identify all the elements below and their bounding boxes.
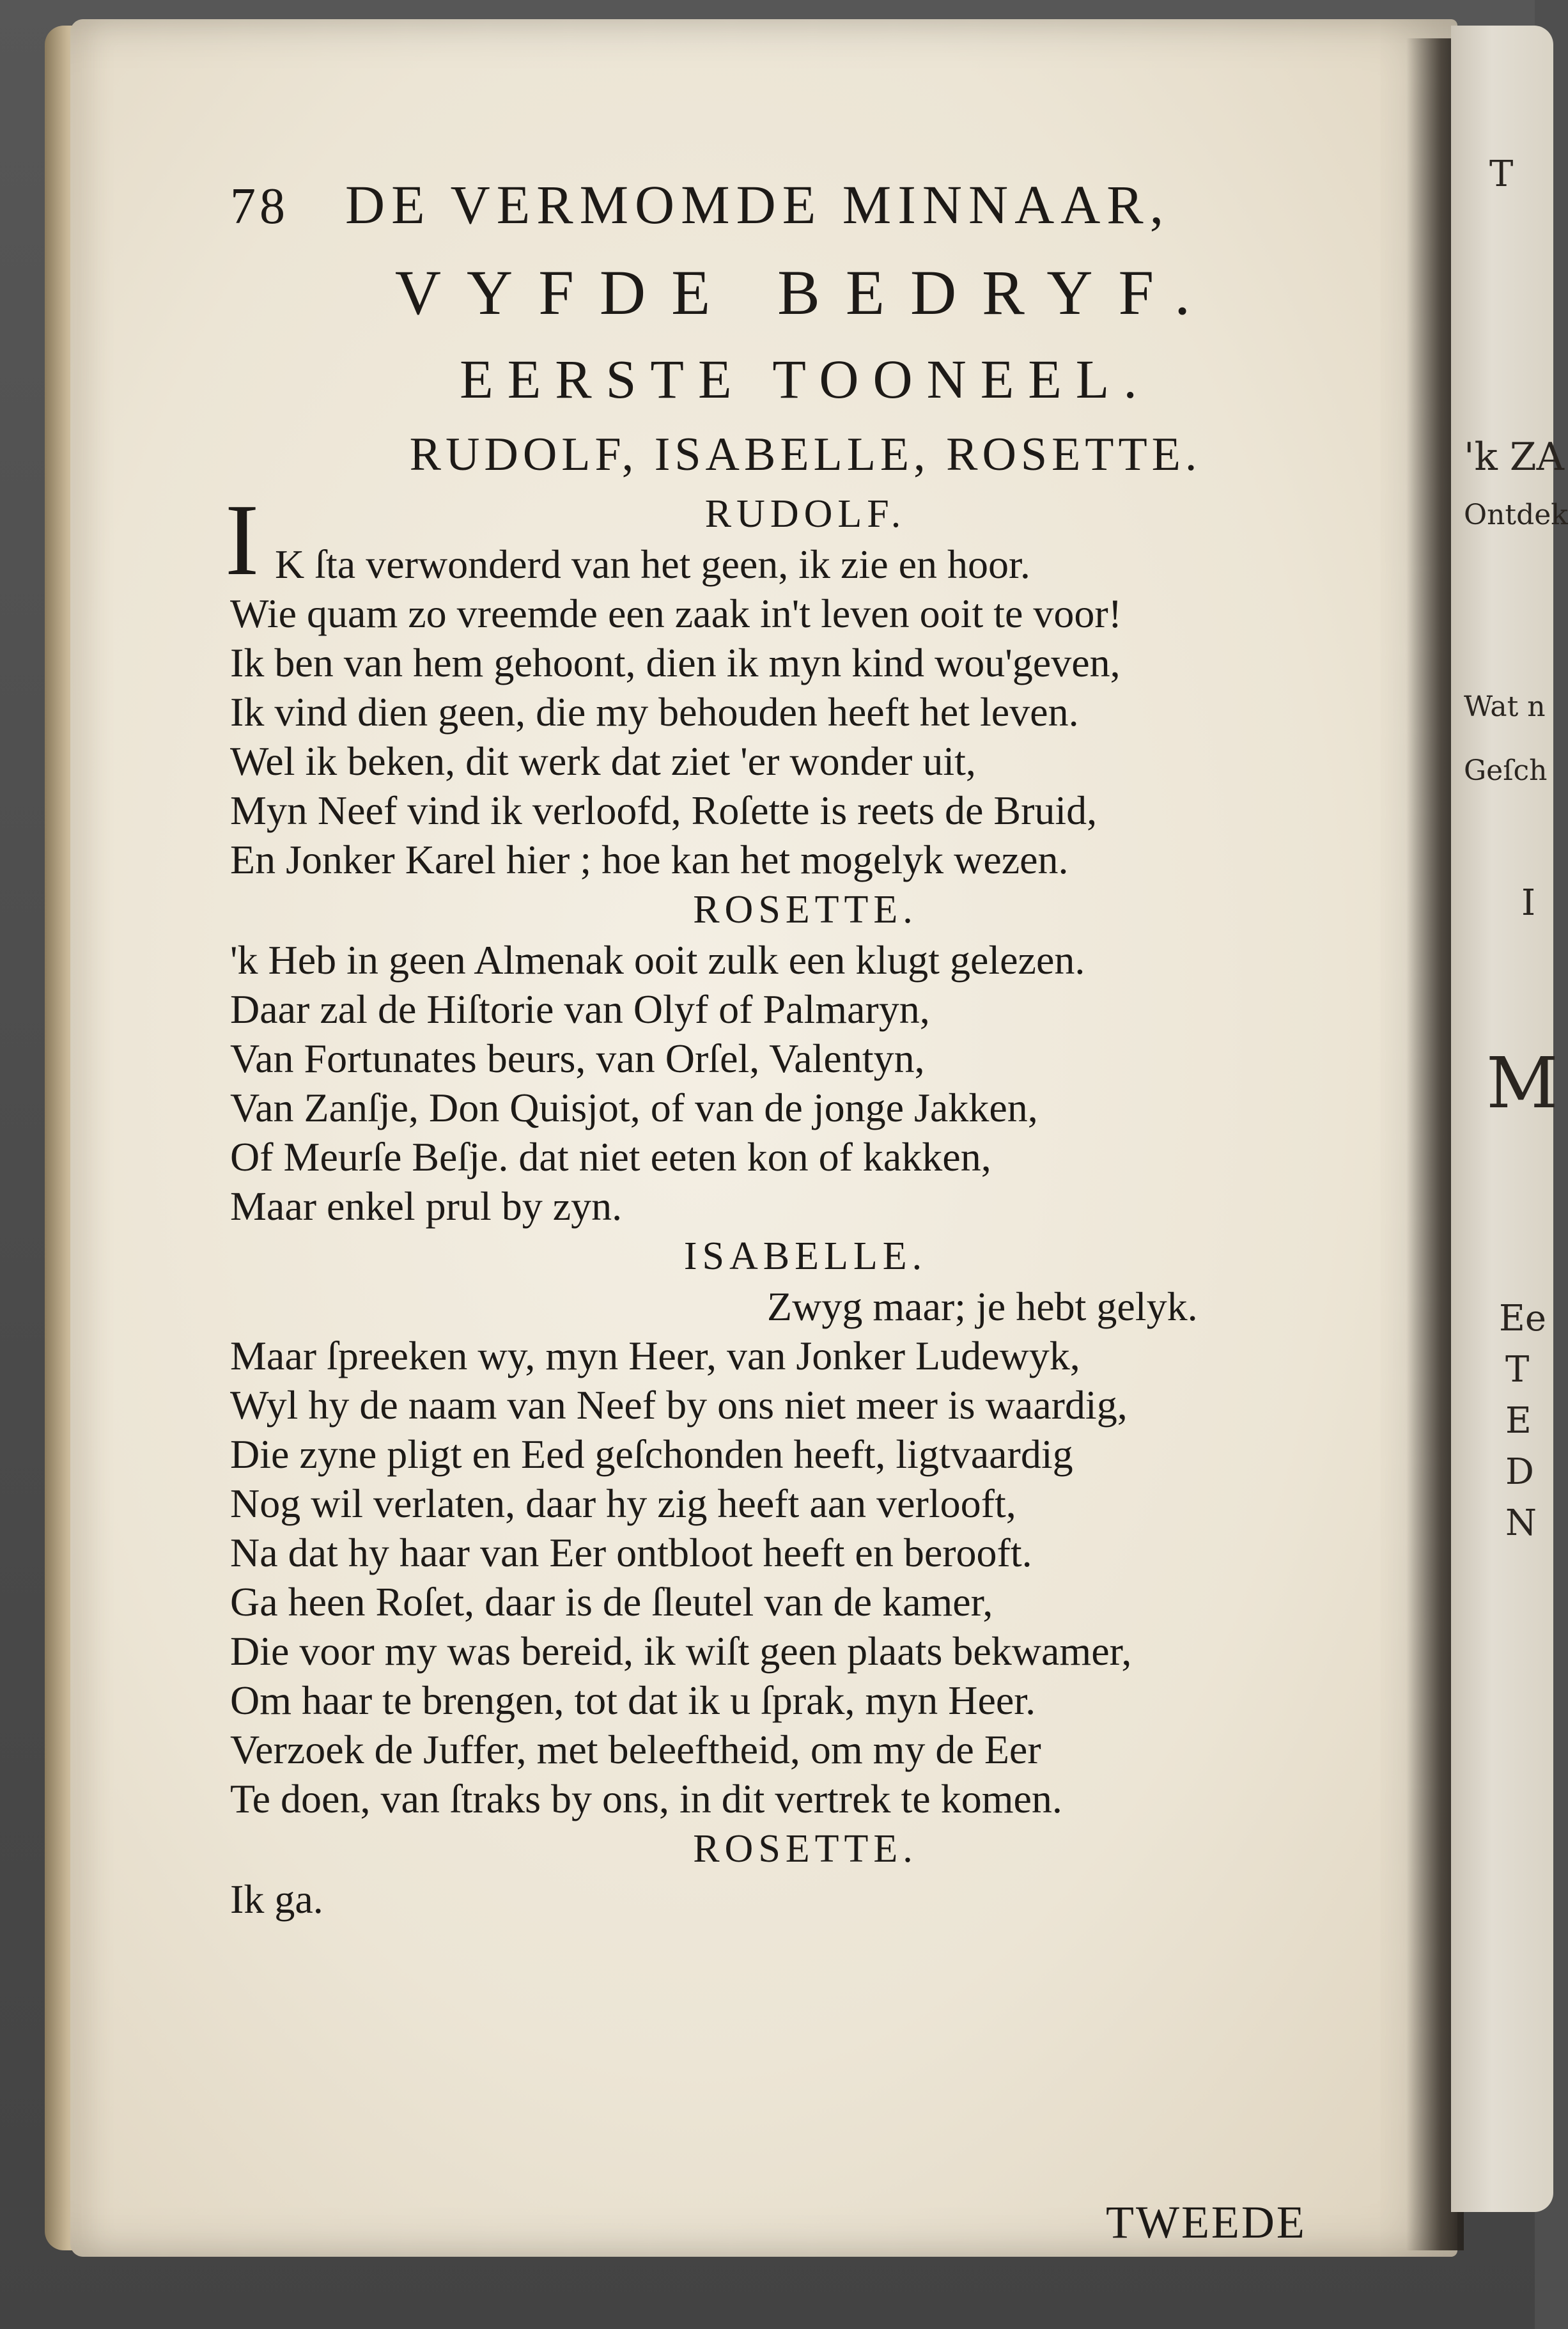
facing-page-fragment: 'k ZA [1464,435,1564,479]
verse-line: Van Zanſje, Don Quisjot, of van de jonge Jakken, [230,1085,1038,1130]
verse-line: Wel ik beken, dit werk dat ziet 'er wonder uit, [230,738,976,784]
facing-page [1451,26,1568,2212]
catchword: TWEEDE [1106,2197,1307,2248]
verse-line: Na dat hy haar van Eer ontbloot heeft en berooft. [230,1530,1032,1575]
verse-line: Verzoek de Juffer, met beleeftheid, om my de Eer [230,1727,1041,1772]
verse-line-continued: Zwyg maar; je hebt gelyk. [767,1284,1198,1329]
verse-line: Of Meurſe Beſje. dat niet eeten kon of kakken, [230,1134,991,1180]
verse-line: Te doen, van ſtraks by ons, in dit vertrek te komen. [230,1776,1062,1821]
verse-line: Ik ga. [230,1876,323,1922]
running-title: DE VERMOMDE MINNAAR, [345,174,1170,235]
cast-list: RUDOLF, ISABELLE, ROSETTE. [409,428,1202,481]
speaker-name: ROSETTE. [693,888,918,931]
verse-line: Ga heen Roſet, daar is de ſleutel van de kamer, [230,1579,993,1624]
verse-line: Om haar te brengen, tot dat ik u ſprak, myn Heer. [230,1678,1036,1723]
verse-line: Nog wil verlaten, daar hy zig heeft aan verlooft, [230,1481,1016,1526]
verse-line: Ik vind dien geen, die my behouden heeft het leven. [230,689,1079,735]
verse-line: En Jonker Karel hier ; hoe kan het mogelyk wezen. [230,837,1069,882]
verse-line: Daar zal de Hiſtorie van Olyf of Palmaryn, [230,986,930,1032]
verse-line: 'k Heb in geen Almenak ooit zulk een klugt gelezen. [230,937,1085,983]
verse-line: Maar enkel prul by zyn. [230,1183,623,1229]
facing-page-fragment: Ontdek [1464,499,1568,531]
verse-line: Myn Neef vind ik verloofd, Roſette is reets de Bruid, [230,788,1098,833]
act-heading: VYFDE BEDRYF. [394,257,1216,328]
verse-line: Die zyne pligt en Eed geſchonden heeft, ligtvaardig [230,1431,1073,1477]
speech [230,884,1381,1231]
speaker-name: RUDOLF. [704,492,906,536]
facing-page-fragment: Ee [1499,1298,1547,1339]
verse-line: Maar ſpreeken wy, myn Heer, van Jonker Ludewyk, [230,1333,1080,1378]
verse-line: Wie quam zo vreemde een zaak in't leven ooit te voor! [230,591,1122,636]
page-text-block [225,173,1381,1924]
facing-page-fragment: N [1505,1502,1537,1544]
facing-page-fragment: M [1486,1042,1558,1124]
verse-line: Wyl hy de naam van Neef by ons niet meer is waardig, [230,1382,1128,1428]
drop-cap: I [225,483,260,596]
verse-line: Die voor my was bereid, ik wiſt geen plaats bekwamer, [230,1628,1132,1674]
facing-page-fragment: E [1505,1400,1532,1442]
verse-text: K ſta verwonderd van het geen, ik zie en hoor. [275,541,1030,587]
page-number: 78 [230,178,289,235]
speaker-name: ROSETTE. [693,1827,918,1871]
facing-page-fragment: Wat n [1464,690,1546,723]
verse-line: Ik ben van hem gehoont, dien ik myn kind wou'geven, [230,640,1121,685]
facing-page-fragment: T [1505,1349,1530,1390]
speaker-name: ISABELLE. [683,1235,928,1278]
speech [230,1231,1381,1823]
speech [230,1823,1381,1924]
facing-page-fragment: Geſch [1464,754,1548,787]
scene-heading: EERSTE TOONEEL. [460,348,1151,410]
facing-page-fragment: I [1521,882,1536,924]
running-head [230,173,1381,237]
facing-page-fragment: T [1489,153,1514,195]
facing-page-fragment: D [1505,1451,1534,1493]
speech [225,483,1381,884]
verse-line: Van Fortunates beurs, van Orſel, Valentyn, [230,1036,925,1081]
